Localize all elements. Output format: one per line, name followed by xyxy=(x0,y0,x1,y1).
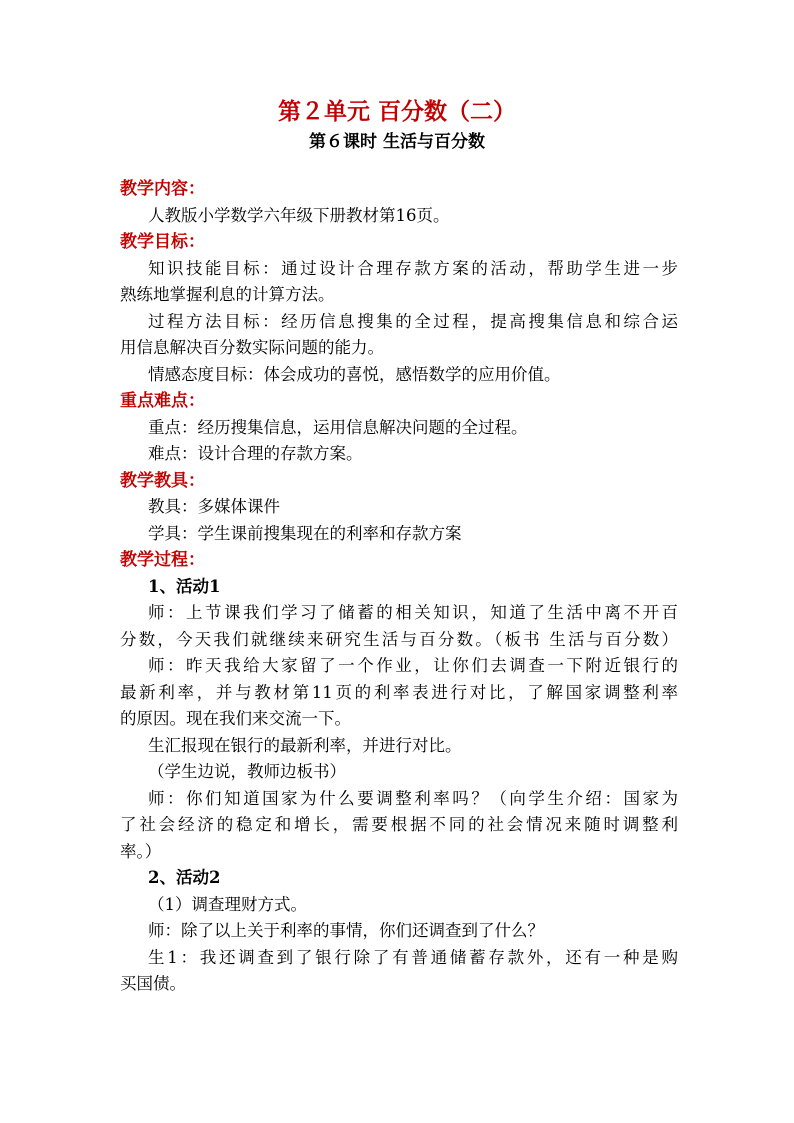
section-heading-process: 教学过程： xyxy=(120,550,205,570)
section-heading-tools: 教学教具： xyxy=(120,470,205,491)
process-line: 的原因。现在我们来交流一下。 xyxy=(120,709,351,728)
goals-line: 过程方法目标：经历信息搜集的全过程，提高搜集信息和综合运 xyxy=(148,311,678,331)
tools-line: 学具：学生课前搜集现在的利率和存款方案 xyxy=(148,523,462,543)
document-body xyxy=(120,176,678,998)
goals-line: 熟练地掌握利息的计算方法。 xyxy=(120,285,335,304)
section-heading-goals: 教学目标： xyxy=(120,232,205,252)
process-line: 师：除了以上关于利率的事情，你们还调查到了什么？ xyxy=(148,921,544,940)
activity-heading: 2、活动2 xyxy=(148,868,221,887)
process-line: 师：昨天我给大家留了一个作业，让你们去调查一下附近银行的 xyxy=(148,656,678,675)
activity-heading: 1、活动1 xyxy=(148,576,221,596)
goals-line: 用信息解决百分数实际问题的能力。 xyxy=(120,338,384,357)
process-line: 最新利率，并与教材第11页的利率表进行对比，了解国家调整利率 xyxy=(120,682,678,702)
keypoints-line: 重点：经历搜集信息，运用信息解决问题的全过程。 xyxy=(148,417,528,437)
process-line: 率。） xyxy=(120,841,162,861)
section-heading-keypoints: 重点难点： xyxy=(120,391,205,411)
lesson-subtitle: 第６课时 生活与百分数 xyxy=(309,132,485,152)
keypoints-line: 难点：设计合理的存款方案。 xyxy=(148,444,363,463)
content-line: 人教版小学数学六年级下册教材第16页。 xyxy=(148,205,450,225)
process-line: （学生边说，教师边板书） xyxy=(148,762,346,781)
goals-line: 情感态度目标：体会成功的喜悦，感悟数学的应用价值。 xyxy=(148,364,561,384)
tools-line: 教具：多媒体课件 xyxy=(148,497,280,516)
process-line: 师：上节课我们学习了储蓄的相关知识，知道了生活中离不开百 xyxy=(148,603,678,622)
process-line: 买国债。 xyxy=(120,974,186,993)
process-line: （1）调查理财方式。 xyxy=(148,894,307,914)
goals-line: 知识技能目标：通过设计合理存款方案的活动，帮助学生进一步 xyxy=(148,258,678,278)
document-title: 第２单元 百分数（二） xyxy=(277,98,516,125)
process-line: 师：你们知道国家为什么要调整利率吗？（向学生介绍：国家为 xyxy=(148,788,678,808)
process-line: 生汇报现在银行的最新利率，并进行对比。 xyxy=(148,735,462,755)
process-line: 分数，今天我们就继续来研究生活与百分数。（板书 生活与百分数） xyxy=(120,629,678,649)
process-line: 生1：我还调查到了银行除了有普通储蓄存款外，还有一种是购 xyxy=(148,947,678,967)
process-line: 了社会经济的稳定和增长，需要根据不同的社会情况来随时调整利 xyxy=(120,815,678,834)
section-heading-content: 教学内容： xyxy=(120,179,205,199)
